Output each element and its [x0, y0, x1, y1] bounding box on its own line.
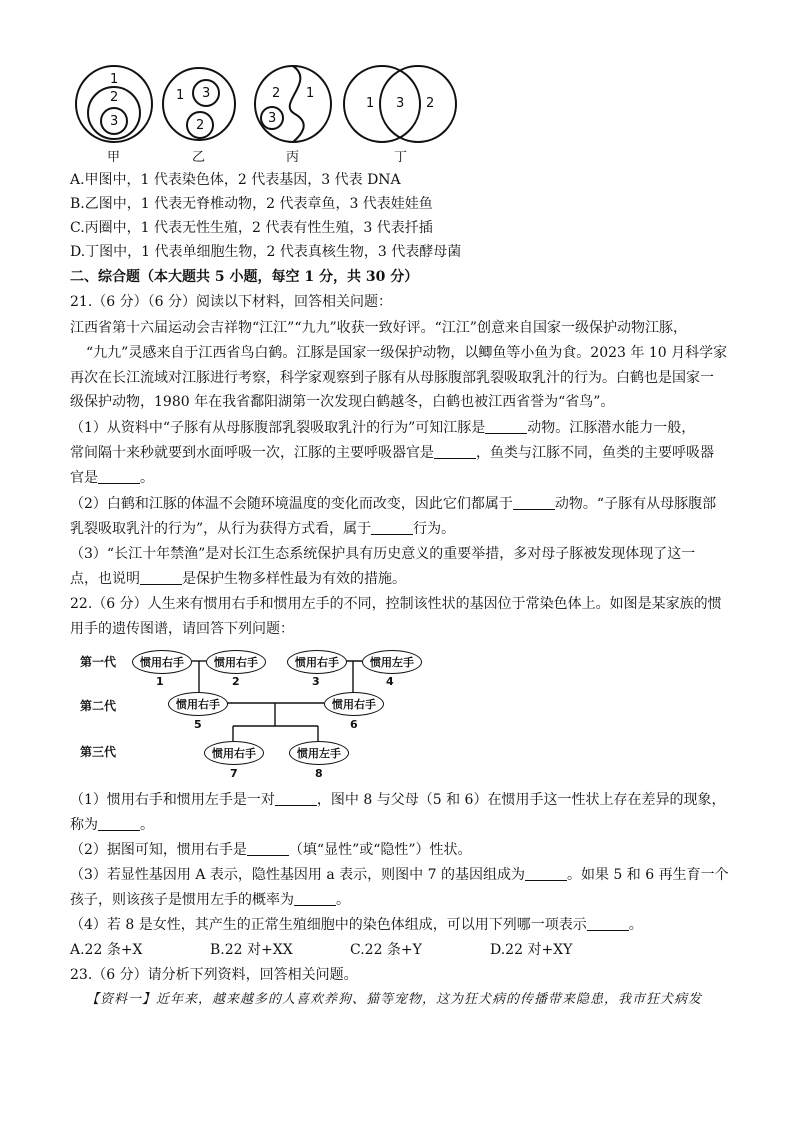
person-7-number: 7 [230, 767, 238, 780]
venn-bing-3: 3 [268, 111, 277, 126]
venn-jia-2: 2 [110, 90, 119, 105]
q22-option-d: D.22 对+XY [490, 942, 573, 958]
venn-yi-3: 3 [202, 86, 211, 101]
person-1: 惯用右手 [132, 650, 192, 674]
q21-sub-3-line-2: 点，也说明 是保护生物多样性最为有效的措施。 [70, 571, 406, 587]
answer-blank[interactable] [275, 791, 317, 806]
person-8-number: 8 [315, 767, 323, 780]
venn-ding-1: 1 [366, 96, 375, 111]
q22-sub-3-line-2: 孩子，则该孩子是惯用左手的概率为 。 [70, 892, 350, 908]
answer-blank[interactable] [525, 866, 567, 881]
person-3-number: 3 [312, 675, 320, 688]
person-7: 惯用右手 [204, 741, 264, 765]
venn-bing-1: 1 [306, 86, 315, 101]
q22-sub-3-line-1: （3）若显性基因用 A 表示，隐性基因用 a 表示，则图中 7 的基因组成为 。如果 5 和 6 再生育一个 [70, 867, 729, 883]
q22-sub-4: （4）若 8 是女性，其产生的正常生殖细胞中的染色体组成，可以用下列哪一项表示 。 [70, 917, 643, 933]
person-4-number: 4 [386, 675, 394, 688]
person-8: 惯用左手 [289, 741, 349, 765]
venn-yi-1: 1 [176, 88, 185, 103]
q22-sub-1-line-2: 称为 。 [70, 817, 154, 833]
q21-sub-1-line-3: 官是 。 [70, 470, 154, 486]
person-2-number: 2 [232, 675, 240, 688]
venn-ding-3: 3 [396, 96, 405, 111]
q21-para-1: 江西省第十六届运动会吉祥物“江江”“九九”收获一致好评。“江江”创意来自国家一级保护动物江豚， [70, 320, 687, 336]
venn-bing-label: 丙 [286, 150, 300, 165]
q20-option-a: A.甲图中，1 代表染色体，2 代表基因，3 代表 DNA [70, 172, 401, 188]
q21-heading: 21.（6 分）（6 分）阅读以下材料，回答相关问题： [70, 294, 392, 310]
answer-blank[interactable] [247, 841, 289, 856]
q22-option-c: C.22 条+Y [350, 942, 422, 958]
venn-bing-2: 2 [272, 86, 281, 101]
q23-material-1: 【资料一】近年来，越来越多的人喜欢养狗、猫等宠物，这为狂犬病的传播带来隐患，我市狂犬病发 [86, 992, 703, 1007]
venn-yi-label: 乙 [192, 150, 206, 165]
q21-para-2: “九九”灵感来自于江西省鸟白鹤。江豚是国家一级保护动物，以鲫鱼等小鱼为食。2023 年 10 月科学家 [86, 345, 728, 361]
q20-option-b: B.乙图中，1 代表无脊椎动物，2 代表章鱼，3 代表娃娃鱼 [70, 196, 433, 212]
venn-jia-3: 3 [110, 114, 119, 129]
q21-sub-1-line-2: 常间隔十来秒就要到水面呼吸一次，江豚的主要呼吸器官是 ，鱼类与江豚不同，鱼类的主要呼吸器 [70, 445, 714, 461]
answer-blank[interactable] [587, 916, 629, 931]
generation-1-label: 第一代 [80, 655, 117, 669]
q21-para-3: 再次在长江流域对江豚进行考察，科学家观察到子豚有从母豚腹部乳裂吸取乳汁的行为。白鹤也是国家一 [70, 370, 714, 386]
venn-jia-label: 甲 [107, 150, 121, 165]
venn-ding-2: 2 [426, 96, 435, 111]
q22-heading-1: 22.（6 分）人生来有惯用右手和惯用左手的不同，控制该性状的基因位于常染色体上。如图是某家族的惯 [70, 596, 722, 612]
person-6: 惯用右手 [324, 692, 384, 716]
person-5: 惯用右手 [168, 692, 228, 716]
q20-option-d: D.丁图中，1 代表单细胞生物，2 代表真核生物，3 代表酵母菌 [70, 244, 462, 260]
q22-sub-1-line-1: （1）惯用右手和惯用左手是一对 ，图中 8 与父母（5 和 6）在惯用手这一性状上存在差异的现象， [70, 792, 726, 808]
person-3: 惯用右手 [287, 650, 347, 674]
q21-sub-2-line-2: 乳裂吸取乳汁的行为”，从行为获得方式看，属于 行为。 [70, 521, 456, 537]
q21-sub-2-line-1: （2）白鹤和江豚的体温不会随环境温度的变化而改变，因此它们都属于 动物。“子豚有从母豚腹部 [70, 496, 717, 512]
generation-2-label: 第二代 [80, 699, 117, 713]
q22-sub-2: （2）据图可知，惯用右手是 （填“显性”或“隐性”）性状。 [70, 842, 472, 858]
answer-blank[interactable] [98, 816, 140, 831]
person-5-number: 5 [194, 718, 202, 731]
person-6-number: 6 [350, 718, 358, 731]
section-2-heading: 二、综合题（本大题共 5 小题，每空 1 分，共 30 分） [70, 269, 419, 285]
q22-sub-4-options [70, 940, 630, 960]
q22-option-a: A.22 条+X [70, 942, 143, 958]
q21-sub-3-line-1: （3）“长江十年禁渔”是对长江生态系统保护具有历史意义的重要举措，多对母子豚被发现体现了这一 [70, 546, 696, 562]
generation-3-label: 第三代 [80, 745, 117, 759]
venn-yi-2: 2 [196, 118, 205, 133]
q22-heading-2: 用手的遗传图谱，请回答下列问题： [70, 621, 294, 637]
q23-heading: 23.（6 分）请分析下列资料，回答相关问题。 [70, 967, 358, 983]
q21-sub-1-line-1: （1）从资料中“子豚有从母豚腹部乳裂吸取乳汁的行为”可知江豚是 动物。江豚潜水能力一般， [70, 420, 696, 436]
q20-option-c: C.丙圈中，1 代表无性生殖，2 代表有性生殖，3 代表扦插 [70, 220, 433, 236]
person-4: 惯用左手 [362, 650, 422, 674]
q22-option-b: B.22 对+XX [210, 942, 293, 958]
answer-blank[interactable] [294, 891, 336, 906]
q21-para-4: 级保护动物，1980 年在我省鄱阳湖第一次发现白鹤越冬，白鹤也被江西省誉为“省鸟”。 [70, 394, 615, 410]
person-2: 惯用右手 [206, 650, 266, 674]
venn-jia-1: 1 [110, 72, 119, 87]
venn-ding-label: 丁 [394, 150, 408, 165]
person-1-number: 1 [156, 675, 164, 688]
